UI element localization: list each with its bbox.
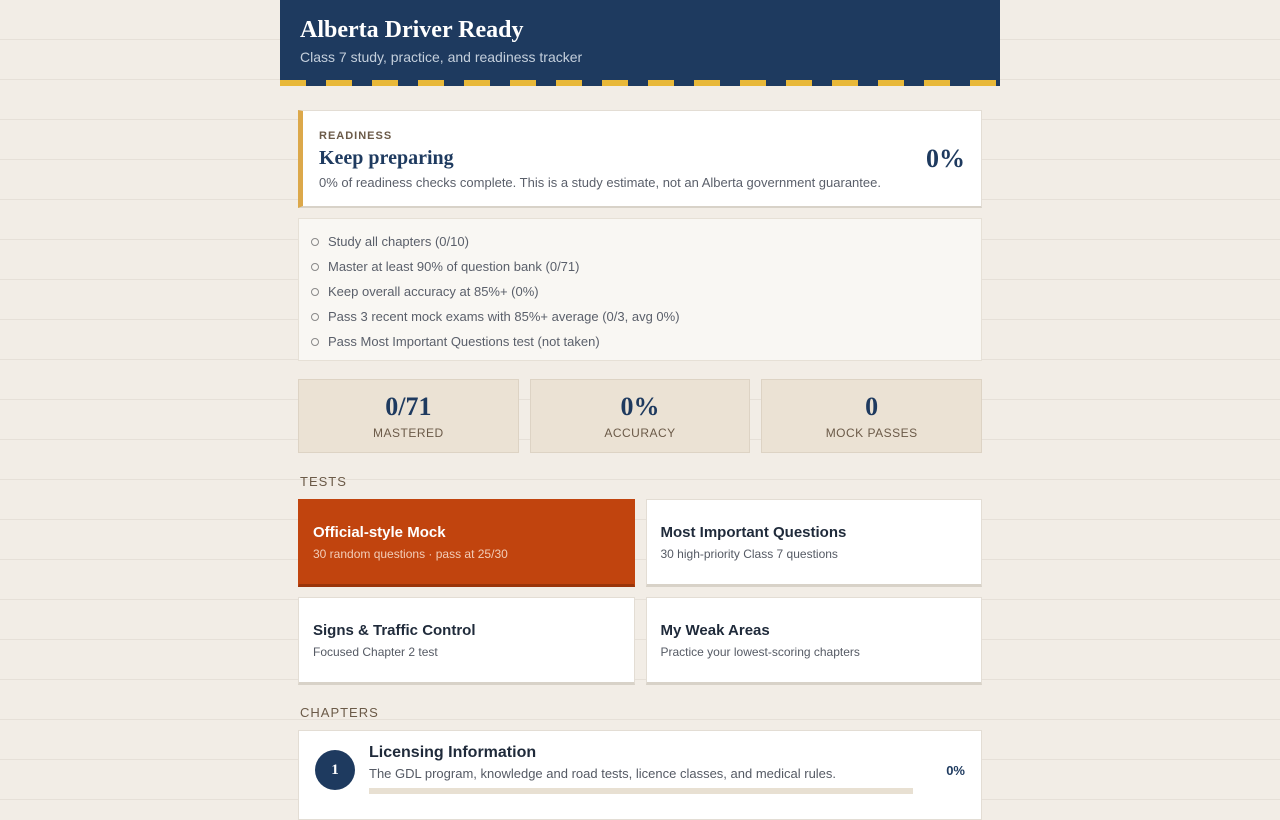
chapters-section-title: CHAPTERS xyxy=(300,705,379,720)
stat-label: MOCK PASSES xyxy=(825,426,918,440)
test-card-most-important[interactable] xyxy=(646,499,983,587)
stat-value: 0 xyxy=(865,392,879,421)
checklist-item xyxy=(299,329,981,354)
stat-value: 0% xyxy=(620,392,660,421)
test-card-signs-traffic[interactable] xyxy=(298,597,635,685)
chapter-percent: 0% xyxy=(946,763,965,778)
stat-mastered xyxy=(298,379,519,453)
readiness-card xyxy=(298,110,982,208)
readiness-heading: Keep preparing xyxy=(319,147,454,169)
checklist-item-label: Master at least 90% of question bank (0/71) xyxy=(328,259,580,274)
test-card-weak-areas[interactable] xyxy=(646,597,983,685)
tests-section-title: TESTS xyxy=(300,474,347,489)
checklist-item xyxy=(299,229,981,254)
checklist-item-label: Pass 3 recent mock exams with 85%+ average (0/3, avg 0%) xyxy=(328,309,680,324)
chapter-progress-bar xyxy=(369,788,913,794)
test-card-subtitle: 30 high-priority Class 7 questions xyxy=(660,547,838,561)
chapter-title: Licensing Information xyxy=(369,744,537,761)
chapter-card[interactable] xyxy=(298,730,982,820)
stat-value: 0/71 xyxy=(385,392,432,421)
app-container xyxy=(280,0,1000,820)
test-card-title: My Weak Areas xyxy=(660,622,770,639)
app-subtitle: Class 7 study, practice, and readiness tracker xyxy=(300,49,583,65)
chapter-number-badge: 1 xyxy=(315,750,355,790)
checklist-item-label: Pass Most Important Questions test (not taken) xyxy=(328,334,600,349)
checklist-item-label: Keep overall accuracy at 85%+ (0%) xyxy=(328,284,539,299)
empty-circle-icon xyxy=(311,313,319,321)
test-card-official-mock[interactable] xyxy=(298,499,635,587)
header-stripe xyxy=(280,80,1000,86)
stat-accuracy xyxy=(530,379,751,453)
empty-circle-icon xyxy=(311,338,319,346)
chapter-description: The GDL program, knowledge and road tests, licence classes, and medical rules. xyxy=(369,766,837,781)
readiness-description: 0% of readiness checks complete. This is a study estimate, not an Alberta government guarantee. xyxy=(319,175,881,190)
stats-row xyxy=(298,379,982,453)
app-header xyxy=(280,0,1000,86)
stat-mock-passes xyxy=(761,379,982,453)
checklist-item xyxy=(299,304,981,329)
test-card-title: Official-style Mock xyxy=(313,524,446,541)
readiness-label: READINESS xyxy=(319,130,393,142)
app-title: Alberta Driver Ready xyxy=(300,17,524,43)
empty-circle-icon xyxy=(311,263,319,271)
stat-label: MASTERED xyxy=(372,426,444,440)
test-card-subtitle: 30 random questions · pass at 25/30 xyxy=(313,547,508,561)
empty-circle-icon xyxy=(311,288,319,296)
checklist-item xyxy=(299,279,981,304)
readiness-percent: 0% xyxy=(926,144,965,173)
checklist-item xyxy=(299,254,981,279)
test-card-title: Signs & Traffic Control xyxy=(313,622,476,639)
empty-circle-icon xyxy=(311,238,319,246)
checklist-item-label: Study all chapters (0/10) xyxy=(328,234,469,249)
readiness-checklist xyxy=(298,218,982,361)
test-card-subtitle: Practice your lowest-scoring chapters xyxy=(660,645,860,659)
test-card-subtitle: Focused Chapter 2 test xyxy=(313,645,438,659)
tests-grid xyxy=(298,499,982,685)
main-content xyxy=(280,86,1000,820)
stat-label: ACCURACY xyxy=(604,426,676,440)
test-card-title: Most Important Questions xyxy=(660,524,847,541)
